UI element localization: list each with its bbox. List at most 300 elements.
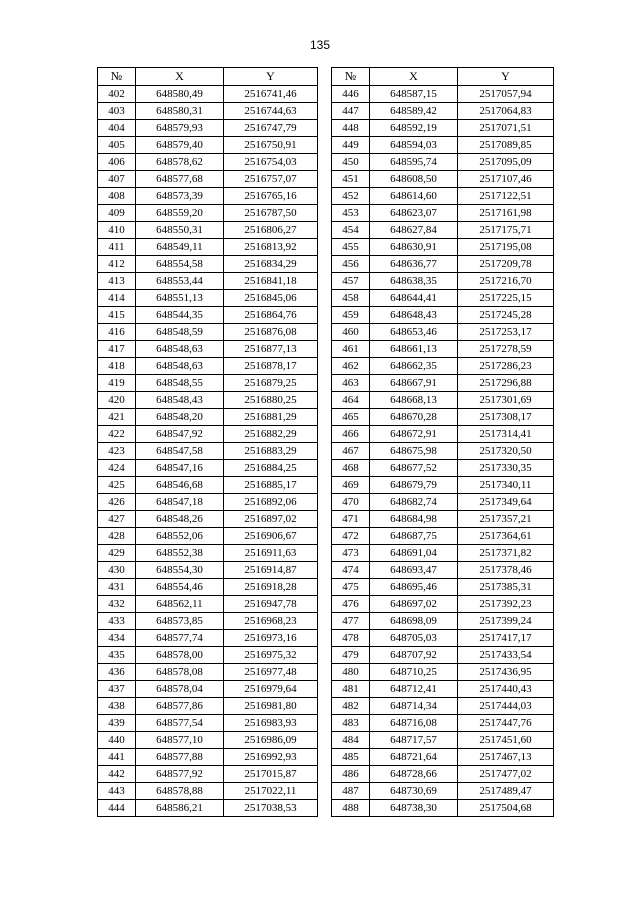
- column-gap: [318, 86, 332, 103]
- x-coordinate-cell: 648559,20: [136, 205, 224, 222]
- y-coordinate-cell: 2516834,29: [224, 256, 318, 273]
- x-coordinate-cell: 648552,38: [136, 545, 224, 562]
- table-row: [98, 749, 554, 766]
- y-coordinate-cell: 2516977,48: [224, 664, 318, 681]
- y-coordinate-cell: 2516845,06: [224, 290, 318, 307]
- x-coordinate-cell: 648672,91: [370, 426, 458, 443]
- y-coordinate-cell: 2516883,29: [224, 443, 318, 460]
- y-coordinate-cell: 2517175,71: [458, 222, 554, 239]
- x-coordinate-cell: 648578,62: [136, 154, 224, 171]
- x-coordinate-cell: 648614,60: [370, 188, 458, 205]
- x-coordinate-cell: 648730,69: [370, 783, 458, 800]
- column-gap: [318, 290, 332, 307]
- point-number-cell: 449: [332, 137, 370, 154]
- point-number-cell: 418: [98, 358, 136, 375]
- table-row: [98, 647, 554, 664]
- point-number-cell: 452: [332, 188, 370, 205]
- table-row: [98, 205, 554, 222]
- point-number-cell: 438: [98, 698, 136, 715]
- y-coordinate-cell: 2517385,31: [458, 579, 554, 596]
- x-coordinate-cell: 648552,06: [136, 528, 224, 545]
- point-number-cell: 480: [332, 664, 370, 681]
- column-gap: [318, 307, 332, 324]
- point-number-cell: 403: [98, 103, 136, 120]
- point-number-cell: 460: [332, 324, 370, 341]
- table-row: [98, 154, 554, 171]
- point-number-cell: 474: [332, 562, 370, 579]
- column-gap: [318, 766, 332, 783]
- point-number-cell: 477: [332, 613, 370, 630]
- table-row: [98, 460, 554, 477]
- point-number-cell: 432: [98, 596, 136, 613]
- column-gap: [318, 562, 332, 579]
- point-number-cell: 484: [332, 732, 370, 749]
- table-row: [98, 562, 554, 579]
- column-gap: [318, 579, 332, 596]
- table-row: [98, 256, 554, 273]
- y-coordinate-cell: 2517447,76: [458, 715, 554, 732]
- x-coordinate-cell: 648586,21: [136, 800, 224, 817]
- x-coordinate-cell: 648738,30: [370, 800, 458, 817]
- x-coordinate-cell: 648573,39: [136, 188, 224, 205]
- point-number-cell: 415: [98, 307, 136, 324]
- column-gap: [318, 409, 332, 426]
- column-gap: [318, 239, 332, 256]
- x-coordinate-cell: 648638,35: [370, 273, 458, 290]
- x-coordinate-cell: 648627,84: [370, 222, 458, 239]
- y-coordinate-cell: 2516968,23: [224, 613, 318, 630]
- column-gap: [318, 732, 332, 749]
- column-gap: [318, 443, 332, 460]
- column-gap: [318, 375, 332, 392]
- x-coordinate-cell: 648580,49: [136, 86, 224, 103]
- column-gap: [318, 120, 332, 137]
- y-coordinate-cell: 2516741,46: [224, 86, 318, 103]
- column-gap: [318, 137, 332, 154]
- y-coordinate-cell: 2517440,43: [458, 681, 554, 698]
- y-coordinate-cell: 2516914,87: [224, 562, 318, 579]
- column-gap: [318, 545, 332, 562]
- y-coordinate-cell: 2516750,91: [224, 137, 318, 154]
- table-row: [98, 766, 554, 783]
- point-number-cell: 481: [332, 681, 370, 698]
- header-x: X: [136, 68, 224, 86]
- column-gap: [318, 358, 332, 375]
- x-coordinate-cell: 648577,68: [136, 171, 224, 188]
- table-row: [98, 800, 554, 817]
- x-coordinate-cell: 648707,92: [370, 647, 458, 664]
- column-gap: [318, 426, 332, 443]
- table-row: [98, 137, 554, 154]
- table-row: [98, 630, 554, 647]
- x-coordinate-cell: 648684,98: [370, 511, 458, 528]
- table-row: [98, 120, 554, 137]
- point-number-cell: 424: [98, 460, 136, 477]
- x-coordinate-cell: 648679,79: [370, 477, 458, 494]
- x-coordinate-cell: 648573,85: [136, 613, 224, 630]
- y-coordinate-cell: 2516806,27: [224, 222, 318, 239]
- point-number-cell: 461: [332, 341, 370, 358]
- x-coordinate-cell: 648589,42: [370, 103, 458, 120]
- point-number-cell: 486: [332, 766, 370, 783]
- y-coordinate-cell: 2517057,94: [458, 86, 554, 103]
- point-number-cell: 406: [98, 154, 136, 171]
- point-number-cell: 471: [332, 511, 370, 528]
- x-coordinate-cell: 648630,91: [370, 239, 458, 256]
- x-coordinate-cell: 648554,30: [136, 562, 224, 579]
- y-coordinate-cell: 2516754,03: [224, 154, 318, 171]
- point-number-cell: 478: [332, 630, 370, 647]
- x-coordinate-cell: 648695,46: [370, 579, 458, 596]
- coordinates-table: [97, 67, 554, 817]
- x-coordinate-cell: 648687,75: [370, 528, 458, 545]
- table-row: [98, 273, 554, 290]
- y-coordinate-cell: 2517357,21: [458, 511, 554, 528]
- column-gap: [318, 596, 332, 613]
- table-row: [98, 715, 554, 732]
- x-coordinate-cell: 648551,13: [136, 290, 224, 307]
- y-coordinate-cell: 2516877,13: [224, 341, 318, 358]
- header-number: №: [98, 68, 136, 86]
- table-row: [98, 171, 554, 188]
- x-coordinate-cell: 648548,20: [136, 409, 224, 426]
- y-coordinate-cell: 2516878,17: [224, 358, 318, 375]
- y-coordinate-cell: 2517451,60: [458, 732, 554, 749]
- y-coordinate-cell: 2517286,23: [458, 358, 554, 375]
- y-coordinate-cell: 2516881,29: [224, 409, 318, 426]
- point-number-cell: 417: [98, 341, 136, 358]
- table-row: [98, 494, 554, 511]
- y-coordinate-cell: 2517209,78: [458, 256, 554, 273]
- y-coordinate-cell: 2517278,59: [458, 341, 554, 358]
- y-coordinate-cell: 2517122,51: [458, 188, 554, 205]
- point-number-cell: 413: [98, 273, 136, 290]
- x-coordinate-cell: 648547,92: [136, 426, 224, 443]
- y-coordinate-cell: 2516906,67: [224, 528, 318, 545]
- table-row: [98, 409, 554, 426]
- y-coordinate-cell: 2517314,41: [458, 426, 554, 443]
- point-number-cell: 459: [332, 307, 370, 324]
- y-coordinate-cell: 2516911,63: [224, 545, 318, 562]
- point-number-cell: 429: [98, 545, 136, 562]
- x-coordinate-cell: 648578,08: [136, 664, 224, 681]
- point-number-cell: 479: [332, 647, 370, 664]
- x-coordinate-cell: 648548,63: [136, 358, 224, 375]
- header-y: Y: [458, 68, 554, 86]
- point-number-cell: 473: [332, 545, 370, 562]
- x-coordinate-cell: 648587,15: [370, 86, 458, 103]
- table-row: [98, 698, 554, 715]
- column-gap: [318, 698, 332, 715]
- point-number-cell: 454: [332, 222, 370, 239]
- point-number-cell: 435: [98, 647, 136, 664]
- x-coordinate-cell: 648577,10: [136, 732, 224, 749]
- x-coordinate-cell: 648546,68: [136, 477, 224, 494]
- x-coordinate-cell: 648636,77: [370, 256, 458, 273]
- point-number-cell: 465: [332, 409, 370, 426]
- x-coordinate-cell: 648717,57: [370, 732, 458, 749]
- y-coordinate-cell: 2517308,17: [458, 409, 554, 426]
- x-coordinate-cell: 648550,31: [136, 222, 224, 239]
- x-coordinate-cell: 648675,98: [370, 443, 458, 460]
- x-coordinate-cell: 648653,46: [370, 324, 458, 341]
- column-gap: [318, 171, 332, 188]
- point-number-cell: 488: [332, 800, 370, 817]
- x-coordinate-cell: 648693,47: [370, 562, 458, 579]
- x-coordinate-cell: 648608,50: [370, 171, 458, 188]
- x-coordinate-cell: 648691,04: [370, 545, 458, 562]
- y-coordinate-cell: 2516864,76: [224, 307, 318, 324]
- y-coordinate-cell: 2517253,17: [458, 324, 554, 341]
- y-coordinate-cell: 2517399,24: [458, 613, 554, 630]
- table-row: [98, 528, 554, 545]
- point-number-cell: 448: [332, 120, 370, 137]
- x-coordinate-cell: 648697,02: [370, 596, 458, 613]
- y-coordinate-cell: 2517301,69: [458, 392, 554, 409]
- table-row: [98, 86, 554, 103]
- point-number-cell: 437: [98, 681, 136, 698]
- point-number-cell: 444: [98, 800, 136, 817]
- point-number-cell: 463: [332, 375, 370, 392]
- column-gap: [318, 494, 332, 511]
- y-coordinate-cell: 2517225,15: [458, 290, 554, 307]
- column-gap: [318, 324, 332, 341]
- x-coordinate-cell: 648549,11: [136, 239, 224, 256]
- y-coordinate-cell: 2517378,46: [458, 562, 554, 579]
- x-coordinate-cell: 648579,93: [136, 120, 224, 137]
- y-coordinate-cell: 2517364,61: [458, 528, 554, 545]
- table-row: [98, 545, 554, 562]
- point-number-cell: 407: [98, 171, 136, 188]
- y-coordinate-cell: 2517245,28: [458, 307, 554, 324]
- point-number-cell: 441: [98, 749, 136, 766]
- point-number-cell: 464: [332, 392, 370, 409]
- x-coordinate-cell: 648712,41: [370, 681, 458, 698]
- y-coordinate-cell: 2516918,28: [224, 579, 318, 596]
- table-row: [98, 290, 554, 307]
- table-row: [98, 358, 554, 375]
- column-gap: [318, 647, 332, 664]
- column-gap: [318, 681, 332, 698]
- point-number-cell: 485: [332, 749, 370, 766]
- x-coordinate-cell: 648580,31: [136, 103, 224, 120]
- point-number-cell: 457: [332, 273, 370, 290]
- point-number-cell: 483: [332, 715, 370, 732]
- y-coordinate-cell: 2516983,93: [224, 715, 318, 732]
- point-number-cell: 446: [332, 86, 370, 103]
- table-row: [98, 664, 554, 681]
- x-coordinate-cell: 648728,66: [370, 766, 458, 783]
- y-coordinate-cell: 2517195,08: [458, 239, 554, 256]
- point-number-cell: 421: [98, 409, 136, 426]
- point-number-cell: 440: [98, 732, 136, 749]
- point-number-cell: 430: [98, 562, 136, 579]
- x-coordinate-cell: 648644,41: [370, 290, 458, 307]
- point-number-cell: 409: [98, 205, 136, 222]
- point-number-cell: 470: [332, 494, 370, 511]
- x-coordinate-cell: 648577,92: [136, 766, 224, 783]
- point-number-cell: 467: [332, 443, 370, 460]
- y-coordinate-cell: 2517330,35: [458, 460, 554, 477]
- point-number-cell: 433: [98, 613, 136, 630]
- page-number: 135: [309, 38, 331, 52]
- table-row: [98, 341, 554, 358]
- y-coordinate-cell: 2517161,98: [458, 205, 554, 222]
- x-coordinate-cell: 648698,09: [370, 613, 458, 630]
- y-coordinate-cell: 2516884,25: [224, 460, 318, 477]
- table-row: [98, 222, 554, 239]
- point-number-cell: 426: [98, 494, 136, 511]
- point-number-cell: 414: [98, 290, 136, 307]
- header-x: X: [370, 68, 458, 86]
- x-coordinate-cell: 648721,64: [370, 749, 458, 766]
- column-gap: [318, 511, 332, 528]
- point-number-cell: 443: [98, 783, 136, 800]
- x-coordinate-cell: 648578,00: [136, 647, 224, 664]
- point-number-cell: 431: [98, 579, 136, 596]
- x-coordinate-cell: 648577,54: [136, 715, 224, 732]
- column-gap: [318, 154, 332, 171]
- point-number-cell: 408: [98, 188, 136, 205]
- y-coordinate-cell: 2516787,50: [224, 205, 318, 222]
- y-coordinate-cell: 2517022,11: [224, 783, 318, 800]
- point-number-cell: 434: [98, 630, 136, 647]
- y-coordinate-cell: 2517467,13: [458, 749, 554, 766]
- point-number-cell: 410: [98, 222, 136, 239]
- point-number-cell: 405: [98, 137, 136, 154]
- x-coordinate-cell: 648705,03: [370, 630, 458, 647]
- y-coordinate-cell: 2517296,88: [458, 375, 554, 392]
- point-number-cell: 436: [98, 664, 136, 681]
- point-number-cell: 411: [98, 239, 136, 256]
- x-coordinate-cell: 648578,88: [136, 783, 224, 800]
- point-number-cell: 469: [332, 477, 370, 494]
- column-gap: [318, 613, 332, 630]
- column-gap: [318, 630, 332, 647]
- y-coordinate-cell: 2517371,82: [458, 545, 554, 562]
- y-coordinate-cell: 2517417,17: [458, 630, 554, 647]
- point-number-cell: 456: [332, 256, 370, 273]
- x-coordinate-cell: 648592,19: [370, 120, 458, 137]
- table-row: [98, 375, 554, 392]
- y-coordinate-cell: 2516880,25: [224, 392, 318, 409]
- point-number-cell: 466: [332, 426, 370, 443]
- y-coordinate-cell: 2517107,46: [458, 171, 554, 188]
- x-coordinate-cell: 648578,04: [136, 681, 224, 698]
- column-gap: [318, 205, 332, 222]
- column-gap: [318, 103, 332, 120]
- y-coordinate-cell: 2516885,17: [224, 477, 318, 494]
- column-gap: [318, 222, 332, 239]
- x-coordinate-cell: 648594,03: [370, 137, 458, 154]
- y-coordinate-cell: 2517216,70: [458, 273, 554, 290]
- x-coordinate-cell: 648554,46: [136, 579, 224, 596]
- table-row: [98, 732, 554, 749]
- point-number-cell: 453: [332, 205, 370, 222]
- x-coordinate-cell: 648710,25: [370, 664, 458, 681]
- y-coordinate-cell: 2517015,87: [224, 766, 318, 783]
- y-coordinate-cell: 2517089,85: [458, 137, 554, 154]
- y-coordinate-cell: 2517320,50: [458, 443, 554, 460]
- y-coordinate-cell: 2516992,93: [224, 749, 318, 766]
- y-coordinate-cell: 2516986,09: [224, 732, 318, 749]
- table-row: [98, 426, 554, 443]
- column-gap: [318, 273, 332, 290]
- point-number-cell: 458: [332, 290, 370, 307]
- x-coordinate-cell: 648667,91: [370, 375, 458, 392]
- x-coordinate-cell: 648547,18: [136, 494, 224, 511]
- column-gap: [318, 460, 332, 477]
- column-gap: [318, 715, 332, 732]
- y-coordinate-cell: 2516892,06: [224, 494, 318, 511]
- x-coordinate-cell: 648595,74: [370, 154, 458, 171]
- y-coordinate-cell: 2516882,29: [224, 426, 318, 443]
- point-number-cell: 404: [98, 120, 136, 137]
- x-coordinate-cell: 648682,74: [370, 494, 458, 511]
- table-row: [98, 511, 554, 528]
- y-coordinate-cell: 2516897,02: [224, 511, 318, 528]
- column-gap: [318, 664, 332, 681]
- x-coordinate-cell: 648579,40: [136, 137, 224, 154]
- point-number-cell: 412: [98, 256, 136, 273]
- x-coordinate-cell: 648544,35: [136, 307, 224, 324]
- point-number-cell: 422: [98, 426, 136, 443]
- y-coordinate-cell: 2516765,16: [224, 188, 318, 205]
- y-coordinate-cell: 2517071,51: [458, 120, 554, 137]
- y-coordinate-cell: 2517392,23: [458, 596, 554, 613]
- column-gap: [318, 392, 332, 409]
- y-coordinate-cell: 2517340,11: [458, 477, 554, 494]
- y-coordinate-cell: 2516841,18: [224, 273, 318, 290]
- point-number-cell: 472: [332, 528, 370, 545]
- x-coordinate-cell: 648577,86: [136, 698, 224, 715]
- point-number-cell: 442: [98, 766, 136, 783]
- y-coordinate-cell: 2517349,64: [458, 494, 554, 511]
- x-coordinate-cell: 648548,63: [136, 341, 224, 358]
- point-number-cell: 439: [98, 715, 136, 732]
- column-gap: [318, 783, 332, 800]
- column-gap: [318, 800, 332, 817]
- x-coordinate-cell: 648668,13: [370, 392, 458, 409]
- point-number-cell: 423: [98, 443, 136, 460]
- x-coordinate-cell: 648670,28: [370, 409, 458, 426]
- point-number-cell: 468: [332, 460, 370, 477]
- table-row: [98, 392, 554, 409]
- point-number-cell: 482: [332, 698, 370, 715]
- table-row: [98, 103, 554, 120]
- y-coordinate-cell: 2517436,95: [458, 664, 554, 681]
- y-coordinate-cell: 2517489,47: [458, 783, 554, 800]
- y-coordinate-cell: 2516975,32: [224, 647, 318, 664]
- x-coordinate-cell: 648662,35: [370, 358, 458, 375]
- point-number-cell: 476: [332, 596, 370, 613]
- y-coordinate-cell: 2517433,54: [458, 647, 554, 664]
- column-gap: [318, 256, 332, 273]
- x-coordinate-cell: 648548,43: [136, 392, 224, 409]
- y-coordinate-cell: 2516979,64: [224, 681, 318, 698]
- point-number-cell: 451: [332, 171, 370, 188]
- point-number-cell: 427: [98, 511, 136, 528]
- x-coordinate-cell: 648548,55: [136, 375, 224, 392]
- x-coordinate-cell: 648677,52: [370, 460, 458, 477]
- x-coordinate-cell: 648714,34: [370, 698, 458, 715]
- header-number: №: [332, 68, 370, 86]
- column-gap: [318, 477, 332, 494]
- y-coordinate-cell: 2516757,07: [224, 171, 318, 188]
- table-row: [98, 443, 554, 460]
- column-gap: [318, 749, 332, 766]
- x-coordinate-cell: 648623,07: [370, 205, 458, 222]
